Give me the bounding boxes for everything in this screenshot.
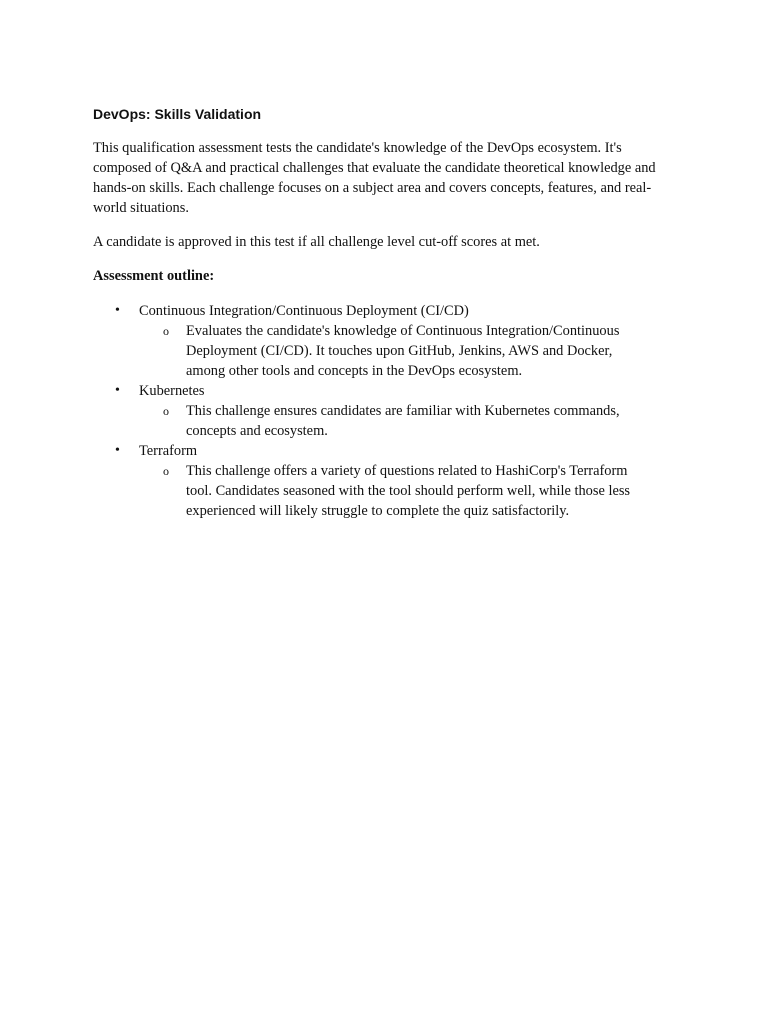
sub-item-text: Evaluates the candidate's knowledge of Continuous Integration/Continuous Deployment (CI/CD). It touches upon GitHub, Jenkins, AWS and Docker, among other tools and concepts in the DevOps ecosystem. — [186, 323, 620, 379]
document-title: DevOps: Skills Validation — [93, 106, 262, 122]
assessment-outline-list — [93, 301, 683, 521]
hollow-bullet-icon: o — [163, 464, 169, 478]
outline-item-kubernetes — [93, 381, 683, 441]
hollow-bullet-icon: o — [163, 324, 169, 338]
intro-paragraph: This qualification assessment tests the candidate's knowledge of the DevOps ecosystem. It's composed of Q&A and practical challenges that evaluate the candidate theoretical knowledge and hands-on skills. Each challenge focuses on a subject area and covers concepts, features, and real-world situations. — [93, 140, 656, 216]
sub-item-description — [139, 321, 636, 381]
bullet-icon: • — [115, 383, 120, 398]
sub-item-text: This challenge ensures candidates are familiar with Kubernetes commands, concepts and ecosystem. — [186, 403, 620, 439]
sub-item-description — [139, 401, 636, 441]
sub-item-text: This challenge offers a variety of questions related to HashiCorp's Terraform tool. Candidates seasoned with the tool should perform well, while those less experienced will likely struggle to complete the quiz satisfactorily. — [186, 463, 631, 519]
sub-list — [139, 461, 683, 521]
outline-item-terraform — [93, 441, 683, 521]
sub-list — [139, 401, 683, 441]
outline-item-label: Kubernetes — [139, 383, 205, 399]
sub-item-description — [139, 461, 636, 521]
document-body — [93, 104, 683, 521]
approval-paragraph: A candidate is approved in this test if all challenge level cut-off scores at met. — [93, 234, 540, 250]
bullet-icon: • — [115, 303, 120, 318]
hollow-bullet-icon: o — [163, 404, 169, 418]
outline-heading: Assessment outline: — [93, 268, 215, 284]
outline-item-label: Terraform — [139, 443, 198, 459]
sub-list — [139, 321, 683, 381]
outline-item-label: Continuous Integration/Continuous Deployment (CI/CD) — [139, 303, 469, 319]
outline-item-cicd — [93, 301, 683, 381]
bullet-icon: • — [115, 443, 120, 458]
